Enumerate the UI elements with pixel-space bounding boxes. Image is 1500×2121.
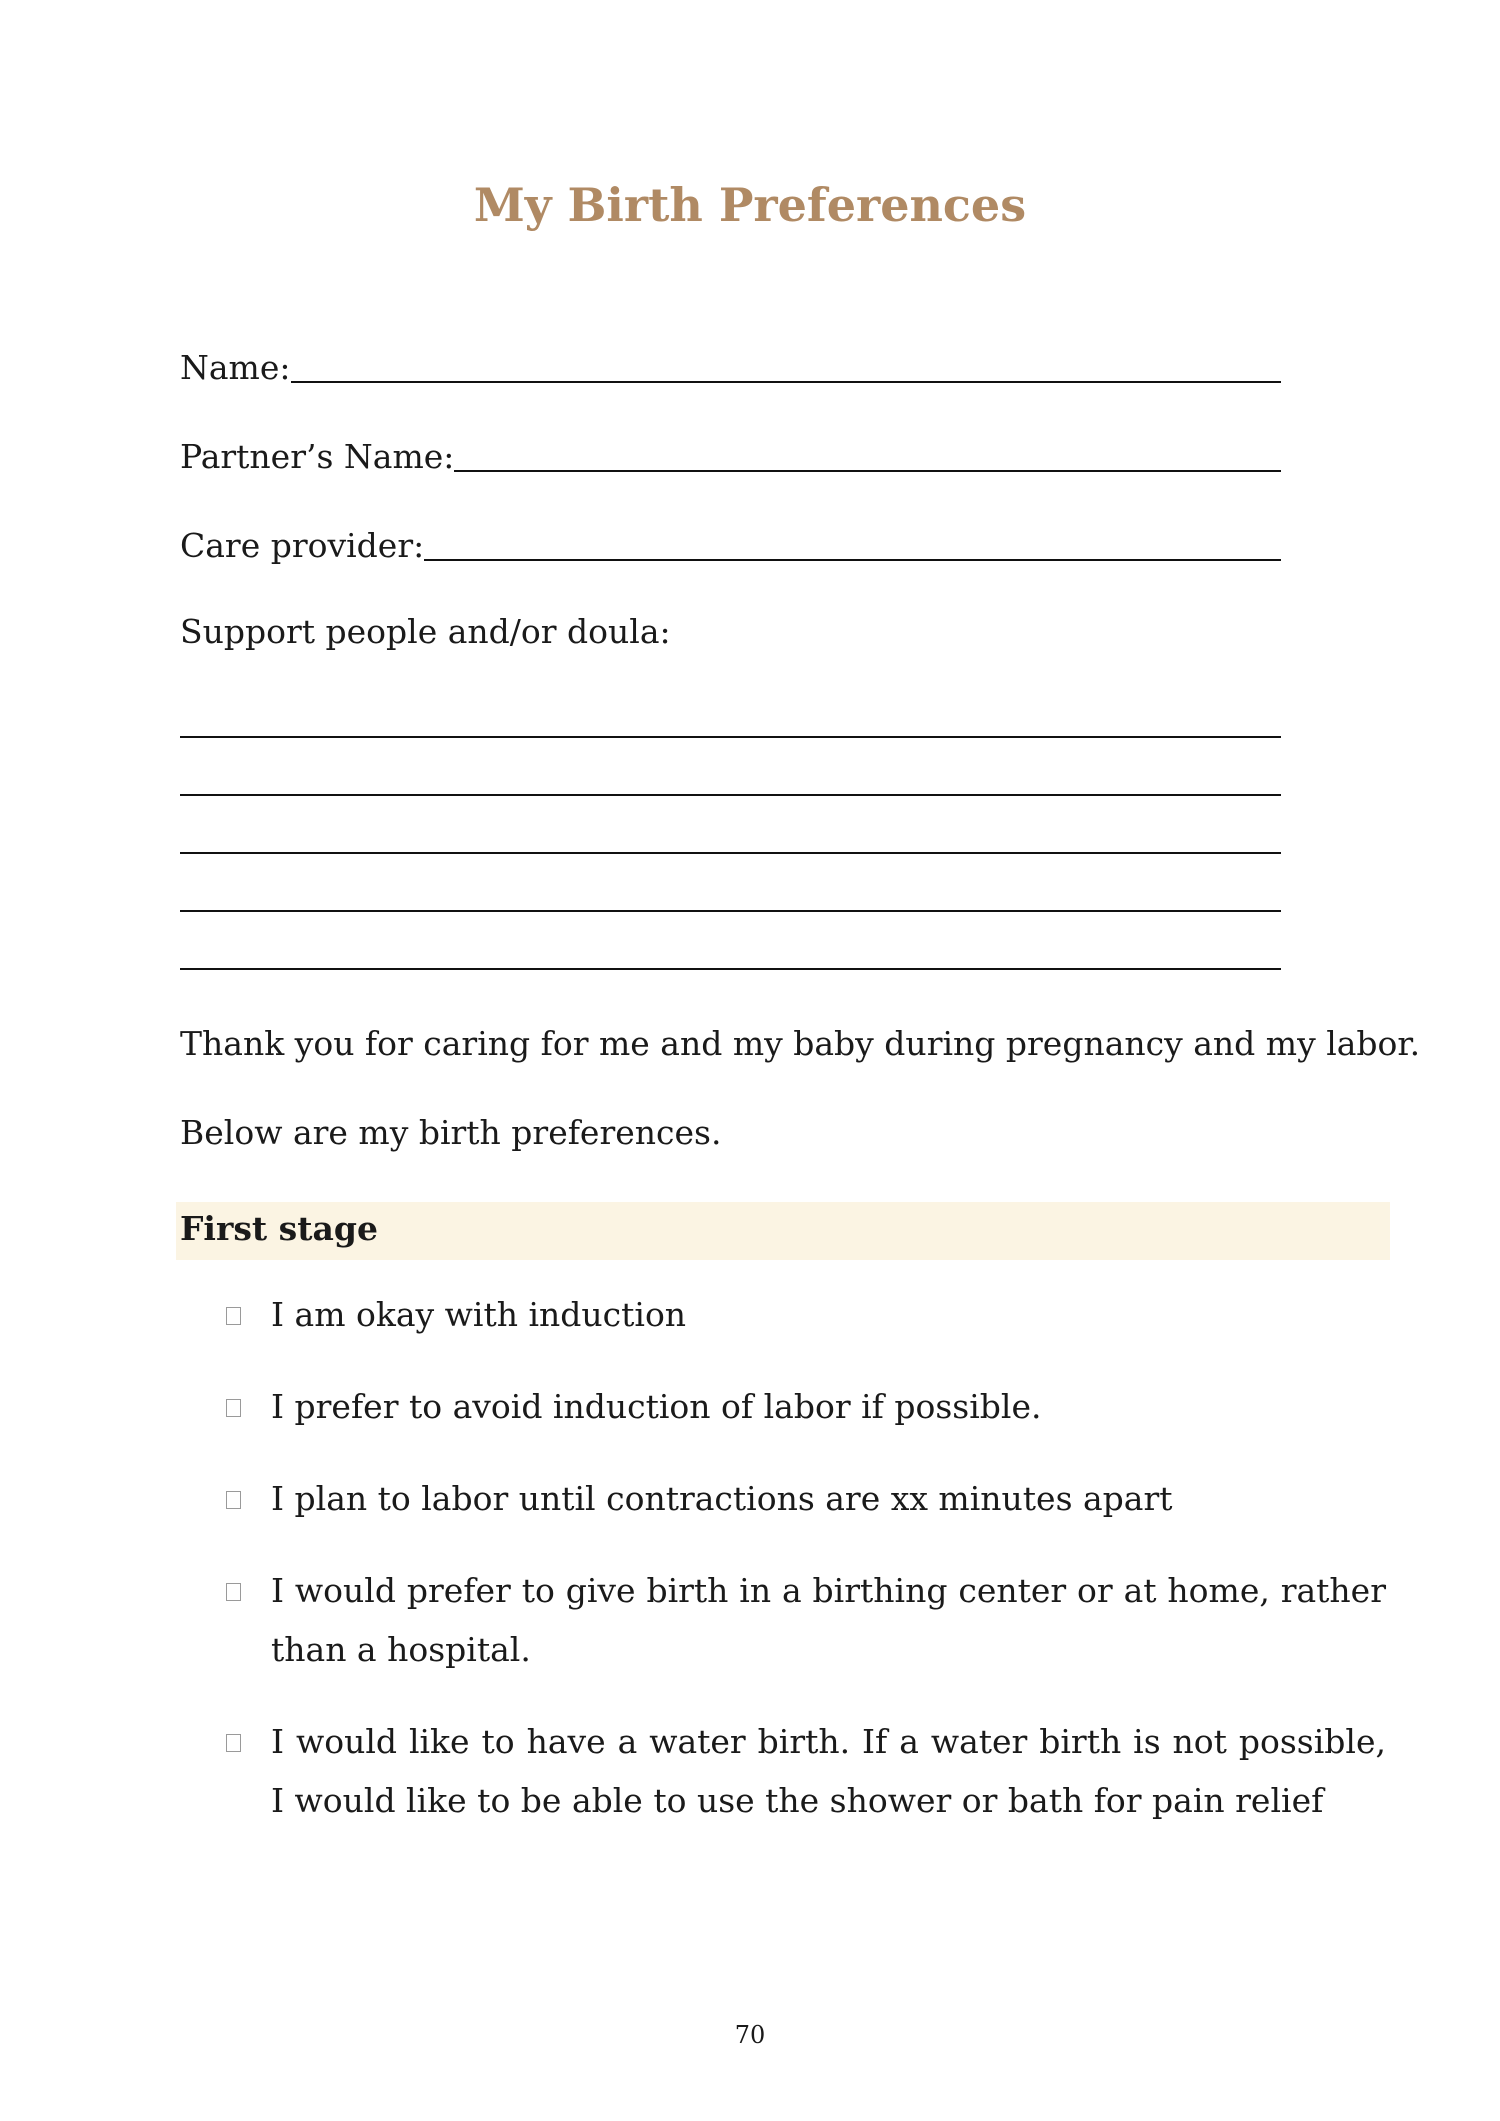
care-provider-label: Care provider: (180, 526, 425, 565)
partner-name-field (180, 431, 1281, 479)
name-field (180, 342, 1281, 390)
support-blank-line-2[interactable] (180, 794, 1281, 796)
checkbox[interactable] (226, 1399, 241, 1417)
preference-item (226, 1285, 1386, 1344)
page-number: 70 (734, 2021, 766, 2049)
support-blank-line-3[interactable] (180, 852, 1281, 854)
page-title: My Birth Preferences (473, 178, 1027, 232)
name-blank-line[interactable] (291, 341, 1282, 383)
support-people-label: Support people and/or doula: (180, 612, 671, 651)
checkbox[interactable] (226, 1491, 241, 1509)
checkbox[interactable] (226, 1583, 241, 1601)
preference-item (226, 1469, 1386, 1528)
preference-item-text: I plan to labor until contractions are xx minutes apart (271, 1479, 1173, 1518)
name-label: Name: (180, 348, 291, 387)
preference-item-text: I prefer to avoid induction of labor if possible. (271, 1387, 1042, 1426)
checkbox[interactable] (226, 1307, 241, 1325)
support-blank-line-1[interactable] (180, 736, 1281, 738)
preferences-intro: Below are my birth preferences. (180, 1113, 722, 1152)
preference-item (226, 1377, 1386, 1436)
preference-item (226, 1561, 1386, 1679)
first-stage-heading: First stage (180, 1209, 378, 1248)
preference-item-text: I would prefer to give birth in a birthing center or at home, rather than a hospital. (271, 1571, 1386, 1669)
partner-name-label: Partner’s Name: (180, 437, 455, 476)
support-blank-line-4[interactable] (180, 910, 1281, 912)
care-provider-field (180, 520, 1281, 568)
care-provider-blank-line[interactable] (424, 519, 1281, 561)
preference-item (226, 1712, 1386, 1830)
preference-item-text: I am okay with induction (271, 1295, 687, 1334)
thanks-paragraph: Thank you for caring for me and my baby during pregnancy and my labor. (180, 1024, 1421, 1063)
checkbox[interactable] (226, 1734, 241, 1752)
partner-name-blank-line[interactable] (454, 430, 1281, 472)
support-blank-line-5[interactable] (180, 968, 1281, 970)
preference-item-text: I would like to have a water birth. If a water birth is not possible, I would like to be able to use the shower or bath for pain relief (271, 1722, 1386, 1820)
first-stage-heading-band (176, 1202, 1390, 1260)
